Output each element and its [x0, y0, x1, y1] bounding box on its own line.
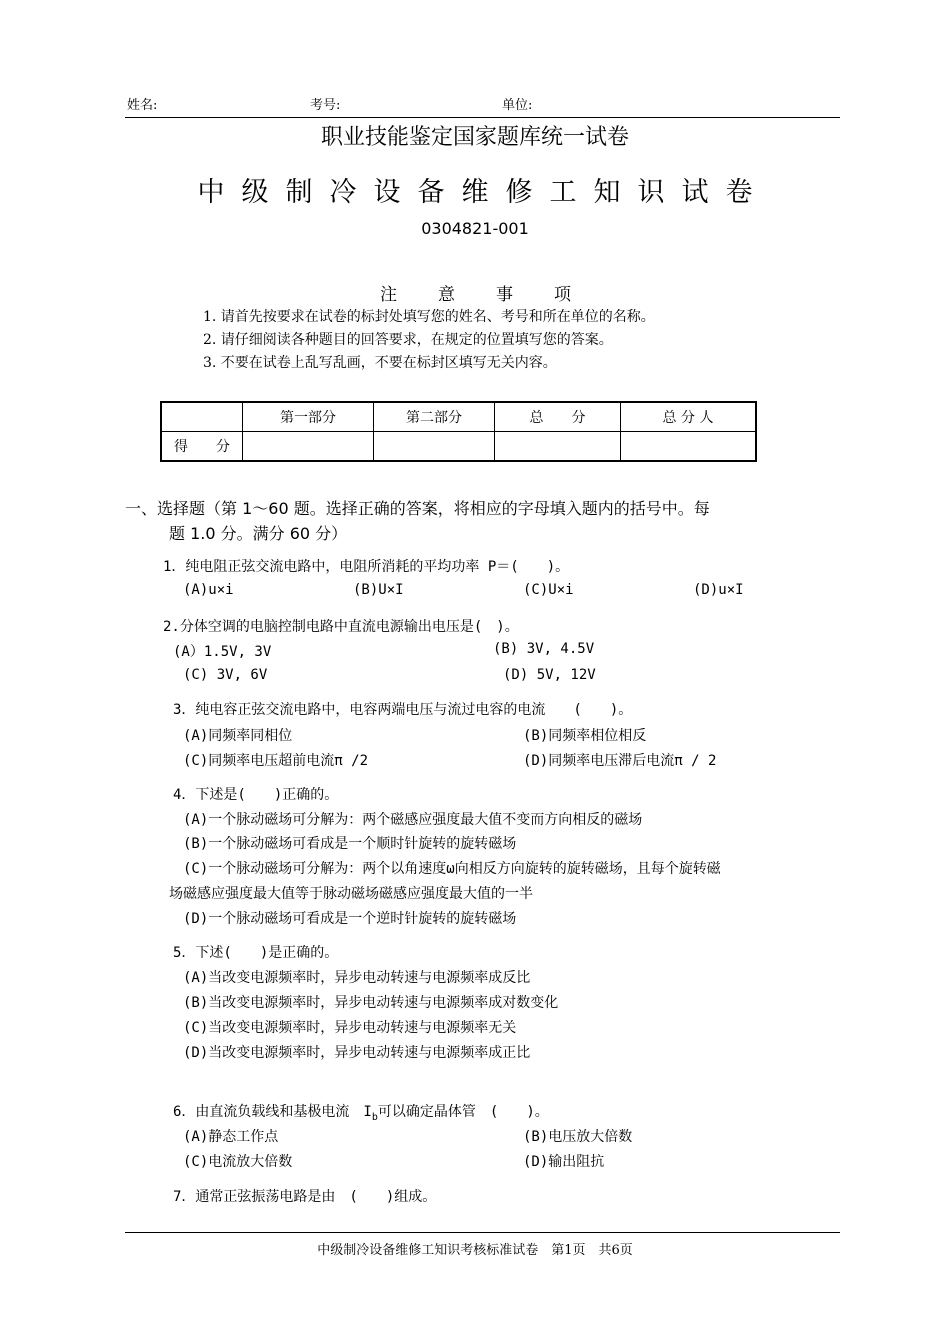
- unit-label: 单位:: [502, 98, 533, 113]
- exam-no-label: 考号:: [310, 98, 341, 113]
- notice-heading-char: 项: [554, 285, 571, 305]
- q2-option-c: (C) 3V, 6V: [183, 667, 268, 683]
- notice-heading: [380, 280, 612, 305]
- section1-title-line2: 题 1.0 分。满分 60 分）: [169, 524, 348, 543]
- score-table-header-cell: [161, 402, 243, 432]
- q6-stem-subscript: b: [371, 1111, 378, 1123]
- score-cell-part1[interactable]: [243, 432, 374, 462]
- q4-option-c-line2: 场磁感应强度最大值等于脉动磁场磁感应强度最大值的一半: [169, 886, 533, 902]
- q2-option-a: (A）1.5V, 3V: [173, 644, 272, 660]
- q6-option-a: (A)静态工作点: [183, 1129, 279, 1145]
- score-cell-total[interactable]: [495, 432, 621, 462]
- q6-stem-pre: 6．由直流负载线和基极电流 I: [173, 1104, 372, 1120]
- score-table-header-cell: 第一部分: [243, 402, 374, 432]
- q3-option-d: (D)同频率电压滞后电流π / 2: [523, 753, 717, 769]
- score-cell-scorer[interactable]: [621, 432, 757, 462]
- q7-stem: 7．通常正弦振荡电路是由 ( )组成。: [173, 1189, 437, 1205]
- q5-stem: 5．下述( )是正确的。: [173, 945, 339, 961]
- q1-option-d: (D)u×I: [693, 582, 744, 598]
- header-rule: [125, 117, 840, 118]
- q1-option-b: (B)U×I: [353, 582, 404, 598]
- q4-option-d: (D)一个脉动磁场可看成是一个逆时针旋转的旋转磁场: [183, 911, 517, 927]
- q5-option-d: (D)当改变电源频率时，异步电动转速与电源频率成正比: [183, 1045, 531, 1061]
- score-row-label: 得 分: [161, 432, 243, 462]
- score-table-header-cell: 总 分 人: [621, 402, 757, 432]
- q1-stem: 1．纯电阻正弦交流电路中，电阻所消耗的平均功率 P＝( )。: [163, 559, 570, 575]
- score-table-header-row: [161, 402, 756, 432]
- q6-option-d: (D)输出阻抗: [523, 1154, 605, 1170]
- q6-stem: [173, 1101, 549, 1123]
- q3-option-c: (C)同频率电压超前电流π /2: [183, 753, 369, 769]
- q5-option-c: (C)当改变电源频率时，异步电动转速与电源频率无关: [183, 1020, 517, 1036]
- q1-option-c: (C)U×i: [523, 582, 574, 598]
- score-table-header-cell: 总 分: [495, 402, 621, 432]
- q4-option-c-line1: (C)一个脉动磁场可分解为：两个以角速度ω向相反方向旋转的旋转磁场，且每个旋转磁: [183, 861, 721, 877]
- score-cell-part2[interactable]: [374, 432, 495, 462]
- notice-item-2: 2. 请仔细阅读各种题目的回答要求，在规定的位置填写您的答案。: [203, 332, 613, 348]
- exam-code: 0304821-001: [421, 219, 529, 238]
- exam-sub-title: 中级制冷设备维修工知识试卷: [197, 177, 770, 208]
- q2-stem: 2.分体空调的电脑控制电路中直流电源输出电压是( )。: [163, 619, 519, 635]
- q5-option-a: (A)当改变电源频率时，异步电动转速与电源频率成反比: [183, 970, 531, 986]
- q4-stem: 4．下述是( )正确的。: [173, 787, 339, 803]
- q3-option-b: (B)同频率相位相反: [523, 728, 647, 744]
- name-label: 姓名:: [127, 98, 158, 113]
- exam-main-title: 职业技能鉴定国家题库统一试卷: [320, 125, 629, 150]
- notice-heading-char: 事: [496, 285, 513, 305]
- q5-option-b: (B)当改变电源频率时，异步电动转速与电源频率成对数变化: [183, 995, 559, 1011]
- q6-option-c: (C)电流放大倍数: [183, 1154, 293, 1170]
- q2-option-b: (B) 3V, 4.5V: [493, 641, 595, 657]
- q6-stem-post: 可以确定晶体管 ( )。: [377, 1104, 549, 1120]
- q3-stem: 3．纯电容正弦交流电路中，电容两端电压与流过电容的电流 ( )。: [173, 702, 633, 718]
- notice-heading-char: 注: [380, 285, 397, 305]
- q4-option-a: (A)一个脉动磁场可分解为：两个磁感应强度最大值不变而方向相反的磁场: [183, 812, 643, 828]
- score-table-header-cell: 第二部分: [374, 402, 495, 432]
- notice-heading-char: 意: [438, 285, 455, 305]
- q2-option-d: (D) 5V, 12V: [503, 667, 596, 683]
- page-footer: 中级制冷设备维修工知识考核标准试卷 第1页 共6页: [317, 1243, 633, 1258]
- footer-rule: [125, 1232, 840, 1233]
- q4-option-b: (B)一个脉动磁场可看成是一个顺时针旋转的旋转磁场: [183, 836, 517, 852]
- score-table: [160, 401, 757, 462]
- section1-title-line1: 一、选择题（第 1～60 题。选择正确的答案，将相应的字母填入题内的括号中。每: [125, 499, 710, 518]
- score-table-row: [161, 432, 756, 462]
- notice-item-1: 1. 请首先按要求在试卷的标封处填写您的姓名、考号和所在单位的名称。: [203, 309, 655, 325]
- q6-option-b: (B)电压放大倍数: [523, 1129, 633, 1145]
- notice-item-3: 3. 不要在试卷上乱写乱画，不要在标封区填写无关内容。: [203, 355, 557, 371]
- q1-option-a: (A)u×i: [183, 582, 234, 598]
- q3-option-a: (A)同频率同相位: [183, 728, 293, 744]
